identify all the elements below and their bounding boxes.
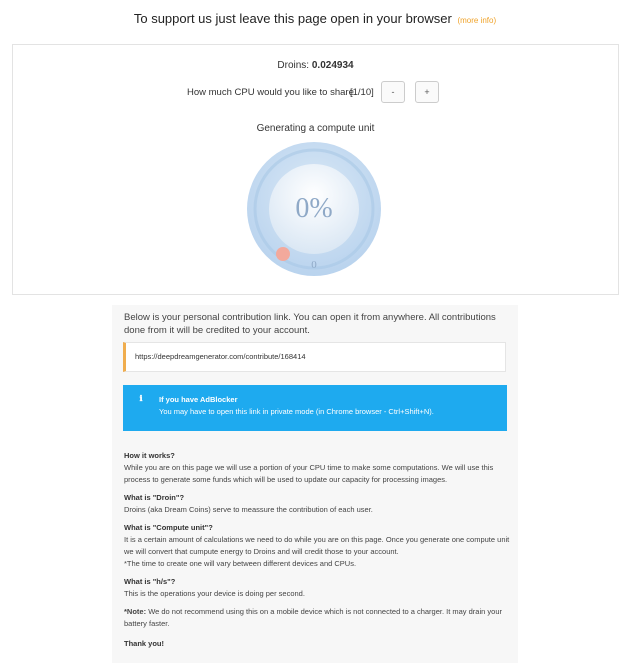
faq-question: How it works? — [124, 451, 175, 460]
faq-answer: This is the operations your device is doing per second. — [124, 589, 305, 598]
faq-answer: Droins (aka Dream Coins) serve to meassure the contribution of each user. — [124, 505, 373, 514]
droins-value: 0.024934 — [311, 60, 354, 71]
decrease-cpu-button[interactable]: - — [381, 81, 405, 103]
faq-question: What is "Droin"? — [124, 493, 185, 502]
support-banner — [0, 11, 630, 26]
cpu-share-row — [13, 81, 618, 105]
faq-note — [124, 606, 510, 630]
gauge-percent: 0% — [295, 193, 333, 224]
info-icon: ℹ — [139, 394, 143, 403]
faq-answer: It is a certain amount of calculations we need to do while you are on this page. Once you generate one compute unit we will convert that cumpute energy to Droins and will credit those to your account. — [124, 535, 510, 556]
cpu-share-question: How much CPU would you like to share — [187, 87, 354, 98]
contribution-section — [112, 305, 518, 663]
contribution-link[interactable]: https://deepdreamgenerator.com/contribute/168414 — [123, 342, 506, 372]
faq-answer: While you are on this page we will use a portion of your CPU time to make some computations. We will use this process to generate some funds which will be used to update our capacity for processing images. — [124, 463, 494, 484]
more-info-link[interactable]: (more info) — [457, 16, 497, 25]
cpu-share-value: [1/10] — [350, 87, 374, 98]
compute-status: Generating a compute unit — [256, 123, 375, 134]
faq-answer-footnote: *The time to create one will vary between different devices and CPUs. — [124, 559, 357, 568]
droins-label: Droins: — [277, 60, 310, 71]
contribution-intro: Below is your personal contribution link. You can open it from anywhere. All contributions done from it will be credited to your account. — [124, 312, 496, 336]
adblocker-alert — [123, 385, 507, 431]
alert-body: You may have to open this link in private mode (in Chrome browser - Ctrl+Shift+N). — [159, 407, 434, 416]
note-text: We do not recommend using this on a mobile device which is not connected to a charger. It may drain your battery faster. — [124, 607, 502, 628]
progress-gauge — [246, 141, 382, 277]
faq-question: What is "h/s"? — [124, 577, 176, 586]
thanks-text: Thank you! — [124, 639, 165, 648]
alert-title: If you have AdBlocker — [159, 395, 238, 404]
faq-question: What is "Compute unit"? — [124, 523, 213, 532]
droins-balance — [13, 60, 618, 71]
increase-cpu-button[interactable]: + — [415, 81, 439, 103]
support-text: To support us just leave this page open in your browser — [133, 11, 452, 26]
cpu-share-panel — [12, 44, 619, 295]
gauge-count: 0 — [311, 259, 317, 271]
note-label: *Note: — [124, 607, 147, 616]
faq — [124, 450, 510, 650]
